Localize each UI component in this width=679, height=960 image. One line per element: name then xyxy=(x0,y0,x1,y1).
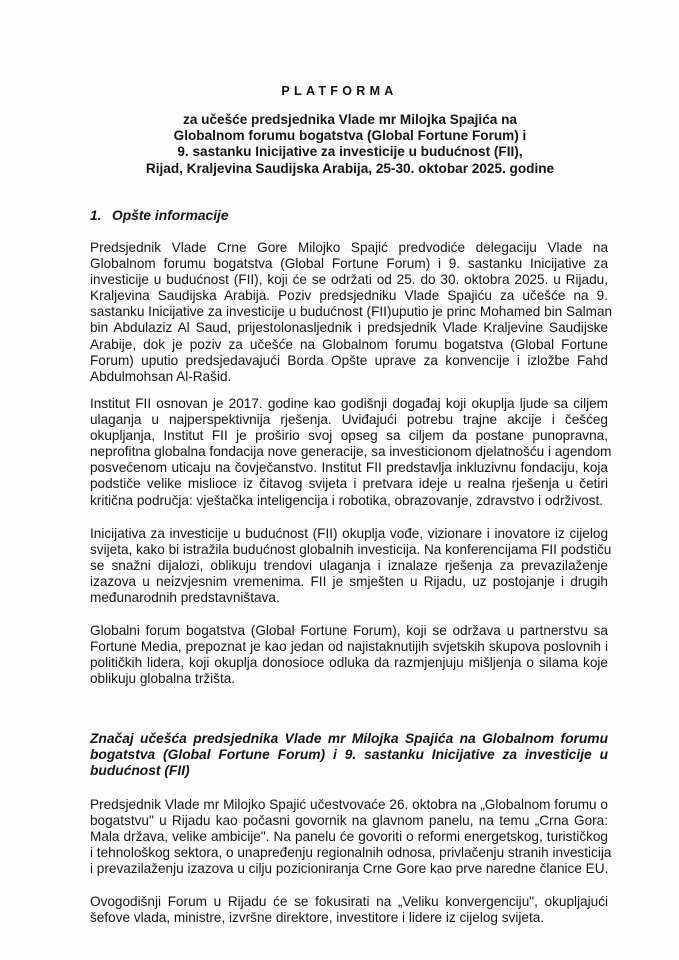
paragraph-global-fortune-forum xyxy=(90,623,608,687)
text-line: šefove vlada, ministre, izvršne direktore, investitore i lidere iz cijelog svijeta. xyxy=(90,910,545,926)
heading-line: bogatstva (Global Fortune Forum) i 9. sastanku Inicijative za investicije u xyxy=(90,747,608,763)
text-line: bin Abdulaziz Al Saud, prijestolonasljednik i predsjednik Vlade Kraljevine Saudijske xyxy=(90,320,608,336)
text-line: svijeta, kako bi istražila budućnost globalnih investicija. Na konferencijama FII podstiču xyxy=(90,542,612,558)
text-line: Fortune Media, prepoznat je kao jedan od najistaknutijih svjetskih skupova poslovnih i xyxy=(90,639,608,655)
text-line: i prevazilaženju izazova u cilju pozicioniranja Crne Gore kao prve naredne članice EU. xyxy=(90,861,609,877)
heading-line: Značaj učešća predsjednika Vlade mr Milojka Spajića na Globalnom forumu xyxy=(90,731,608,746)
text-line: se snažni dijalozi, oblikuju trendovi ulaganja i iznalaze rješenja za prevazilaženje xyxy=(90,558,608,574)
text-line: posvećenom uticaju na čovječanstvo. Institut FII predstavlja inkluzivnu fondaciju, koja xyxy=(90,460,608,476)
text-line: Abdulmohsan Al-Rašid. xyxy=(90,368,232,384)
text-line: Forum) uputio predsjedavajući Borda Opšte uprave za konvencije i izložbe Fahd xyxy=(90,352,608,368)
subtitle-line: za učešće predsjednika Vlade mr Milojka Spajića na xyxy=(183,112,517,127)
text-line: okupljanja, Institut FII je proširio svoj opseg sa ciljem da postane punopravna, xyxy=(90,428,608,444)
heading-line: budućnost (FII) xyxy=(90,763,190,779)
paragraph-forum-focus xyxy=(90,894,608,926)
paragraph-fii-institute xyxy=(90,396,612,509)
paragraph-panel-participation xyxy=(90,797,612,877)
text-line: Ovogodišnji Forum u Rijadu će se fokusirati na „Veliku konvergenciju", okupljajući xyxy=(90,894,608,909)
text-line: Inicijativa za investicije u budućnost (FII) okuplja vođe, vizionare i inovatore iz cijelog xyxy=(90,526,608,541)
text-line: Predsjednik Vlade mr Milojko Spajić učestvovaće 26. oktobra na „Globalnom forumu o xyxy=(90,797,608,812)
text-line: oblikuju globalna tržišta. xyxy=(90,671,236,687)
section-title: Opšte informacije xyxy=(112,208,229,223)
paragraph-delegation xyxy=(90,240,613,385)
text-line: međunarodnih predstavništava. xyxy=(90,590,280,606)
text-line: Arabije, dok je poziv za učešće na Globalnom forumu bogatstva (Global Fortune xyxy=(90,336,608,352)
text-line: Institut FII osnovan je 2017. godine kao godišnji događaj koji okuplja ljude sa ciljem xyxy=(90,396,608,411)
document-title: PLATFORMA xyxy=(281,84,398,98)
text-line: Mala država, velike ambicije". Na panelu će govoriti o reformi energetskog, turističkog xyxy=(90,829,608,845)
text-line: Kraljevina Saudijska Arabija. Poziv predsjedniku Vlade Spajiću za učešće na 9. xyxy=(90,288,608,304)
subtitle-line: Rijad, Kraljevina Saudijska Arabija, 25-30. oktobar 2025. godine xyxy=(145,160,555,176)
subtitle-line: Globalnom forumu bogatstva (Global Fortune Forum) i xyxy=(173,128,527,144)
text-line: i tehnološkog sektora, o unapređenju regionalnih odnosa, privlačenju stranih investicija xyxy=(90,845,612,861)
text-line: ulaganja u najperspektivnija rješenja. Uviđajući potrebu trajne akcije i češćeg xyxy=(90,412,608,428)
section-2-heading xyxy=(90,731,608,779)
text-line: političkih lidera, koji okuplja donosioce odluka da razmjenjuju mišljenja o silama koje xyxy=(90,655,608,671)
subtitle-line: 9. sastanku Inicijative za investicije u budućnost (FII), xyxy=(177,144,523,160)
text-line: Predsjednik Vlade Crne Gore Milojko Spajić predvodiće delegaciju Vlade na xyxy=(90,240,608,255)
section-number: 1. xyxy=(90,208,102,223)
text-line: neprofitna globalna fondacija nove generacije, sa investicionom djelatnošću i agendom xyxy=(90,444,612,460)
text-line: investicije u budućnost (FII), koji će se održati od 25. do 30. oktobra 2025. u Rijadu, xyxy=(90,272,608,288)
text-line: Globalni forum bogatstva (Global Fortune Forum), koji se održava u partnerstvu sa xyxy=(90,623,608,638)
text-line: bogatstvu" u Rijadu kao počasni govornik na glavnom panelu, na temu „Crna Gora: xyxy=(90,813,608,829)
text-line: sastanku Inicijative za investicije u budućnost (FII)uputio je princ Mohamed bin Salman xyxy=(90,304,613,320)
text-line: kritična područja: vještačka inteligencija i robotika, obrazovanje, zdravstvo i održivost. xyxy=(90,492,604,508)
text-line: Globalnom forumu bogatstva (Global Fortune Forum) i 9. sastanku Inicijative za xyxy=(90,256,608,272)
text-line: podstiče velike mislioce iz čitavog svijeta i pretvara ideje u realna rješenja u četiri xyxy=(90,476,608,492)
document-subtitle xyxy=(90,112,610,177)
section-1-heading xyxy=(90,208,229,224)
paragraph-fii-initiative xyxy=(90,526,612,606)
text-line: izazova u neizvjesnim vremenima. FII je smješten u Rijadu, uz postojanje i drugih xyxy=(90,574,608,590)
